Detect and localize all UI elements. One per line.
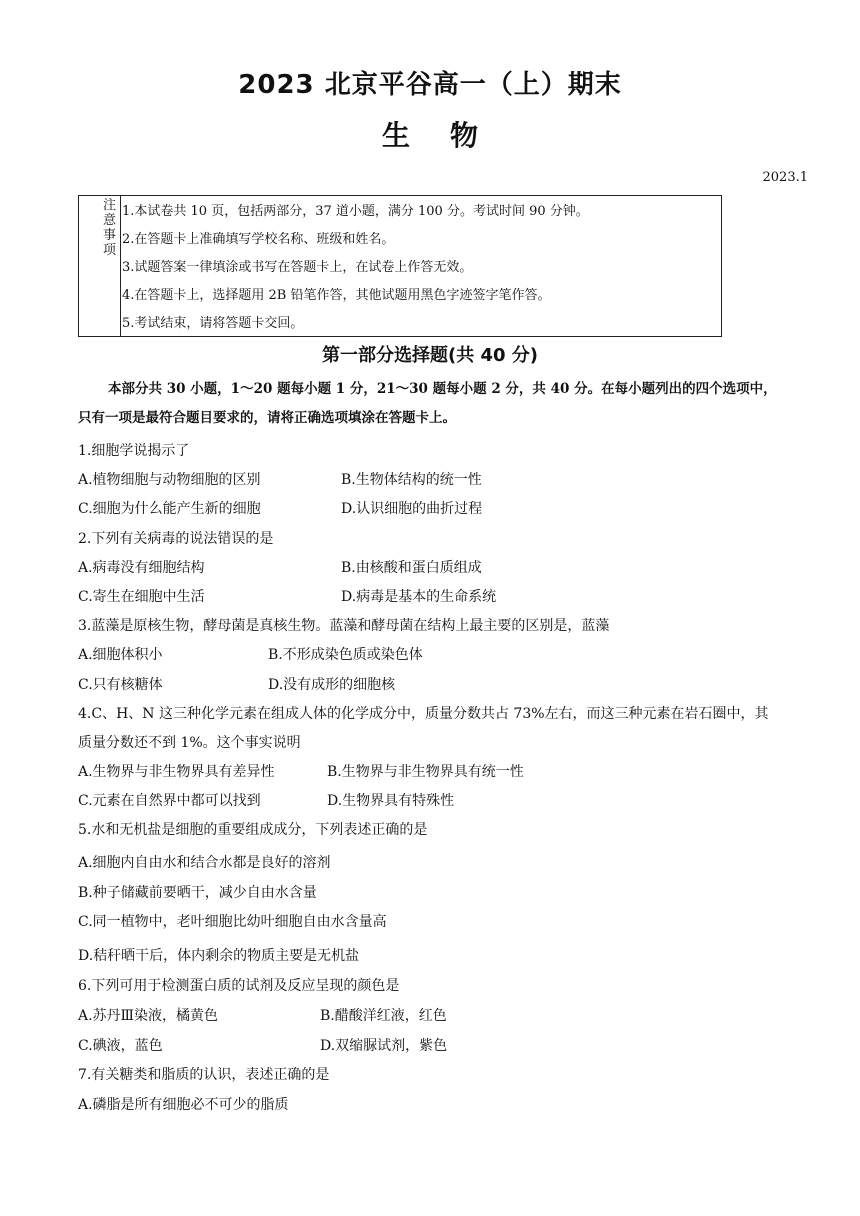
- option-d: D.没有成形的细胞核: [268, 677, 396, 693]
- question-stem: 3.蓝藻是原核生物，酵母菌是真核生物。蓝藻和酵母菌在结构上最主要的区别是，蓝藻: [78, 618, 610, 634]
- option-b: B.醋酸洋红液，红色: [320, 1008, 447, 1024]
- notice-box: [78, 195, 722, 337]
- option-c: C.细胞为什么能产生新的细胞: [78, 501, 261, 517]
- question-stem: 2.下列有关病毒的说法错误的是: [78, 531, 274, 547]
- option-d: D.双缩脲试剂，紫色: [320, 1038, 448, 1054]
- option-b: B.生物体结构的统一性: [341, 472, 482, 488]
- option-b: B.不形成染色质或染色体: [268, 647, 423, 663]
- option-b: B.生物界与非生物界具有统一性: [327, 764, 524, 780]
- notice-item: 2.在答题卡上准确填写学校名称、班级和姓名。: [122, 232, 395, 247]
- option-b: B.由核酸和蛋白质组成: [341, 560, 482, 576]
- option-a: A.生物界与非生物界具有差异性: [78, 764, 275, 780]
- option-c: C.碘液，蓝色: [78, 1038, 163, 1054]
- option-a: A.细胞体积小: [78, 647, 163, 663]
- question-stem: 5.水和无机盐是细胞的重要组成成分，下列表述正确的是: [78, 822, 428, 838]
- question-stem-continued: 质量分数还不到 1%。这个事实说明: [78, 735, 301, 751]
- option-d: D.认识细胞的曲折过程: [341, 501, 483, 517]
- option-a: A.磷脂是所有细胞必不可少的脂质: [78, 1097, 289, 1113]
- option-c: C.寄生在细胞中生活: [78, 589, 205, 605]
- question-stem: 7.有关糖类和脂质的认识，表述正确的是: [78, 1067, 330, 1083]
- option-d: D.秸秆晒干后，体内剩余的物质主要是无机盐: [78, 948, 360, 964]
- question-stem: 4.C、H、N 这三种化学元素在组成人体的化学成分中，质量分数共占 73%左右，而这三种元素在岩石圈中，其: [78, 706, 769, 722]
- subject-title: 生物: [381, 119, 518, 152]
- option-a: A.苏丹Ⅲ染液，橘黄色: [78, 1008, 219, 1024]
- option-a: A.病毒没有细胞结构: [78, 560, 205, 576]
- notice-label-cell: [79, 196, 121, 336]
- option-b: B.种子储藏前要晒干，减少自由水含量: [78, 885, 317, 901]
- option-a: A.细胞内自由水和结合水都是良好的溶剂: [78, 855, 331, 871]
- option-c: C.只有核糖体: [78, 677, 163, 693]
- question-stem: 1.细胞学说揭示了: [78, 443, 190, 459]
- exam-date: 2023.1: [762, 170, 808, 185]
- notice-item: 4.在答题卡上，选择题用 2B 铅笔作答，其他试题用黑色字迹签字笔作答。: [122, 288, 551, 303]
- section-instructions: 本部分共 30 小题，1～20 题每小题 1 分，21～30 题每小题 2 分，共 40 分。在每小题列出的四个选项中，只有一项是最符合题目要求的，请将正确选项填涂在答题卡上。: [78, 381, 777, 426]
- option-c: C.同一植物中，老叶细胞比幼叶细胞自由水含量高: [78, 914, 387, 930]
- question-stem: 6.下列可用于检测蛋白质的试剂及反应呈现的颜色是: [78, 978, 400, 994]
- notice-label: 注意事项: [103, 198, 117, 258]
- option-d: D.病毒是基本的生命系统: [341, 589, 497, 605]
- option-d: D.生物界具有特殊性: [327, 793, 455, 809]
- exam-title: 2023 北京平谷高一（上）期末: [238, 70, 622, 100]
- notice-item: 1.本试卷共 10 页，包括两部分，37 道小题，满分 100 分。考试时间 90 分钟。: [122, 204, 589, 219]
- option-c: C.元素在自然界中都可以找到: [78, 793, 261, 809]
- section-title: 第一部分选择题(共 40 分): [321, 345, 539, 366]
- option-a: A.植物细胞与动物细胞的区别: [78, 472, 261, 488]
- notice-item: 5.考试结束，请将答题卡交回。: [122, 316, 304, 331]
- notice-item: 3.试题答案一律填涂或书写在答题卡上，在试卷上作答无效。: [122, 260, 473, 275]
